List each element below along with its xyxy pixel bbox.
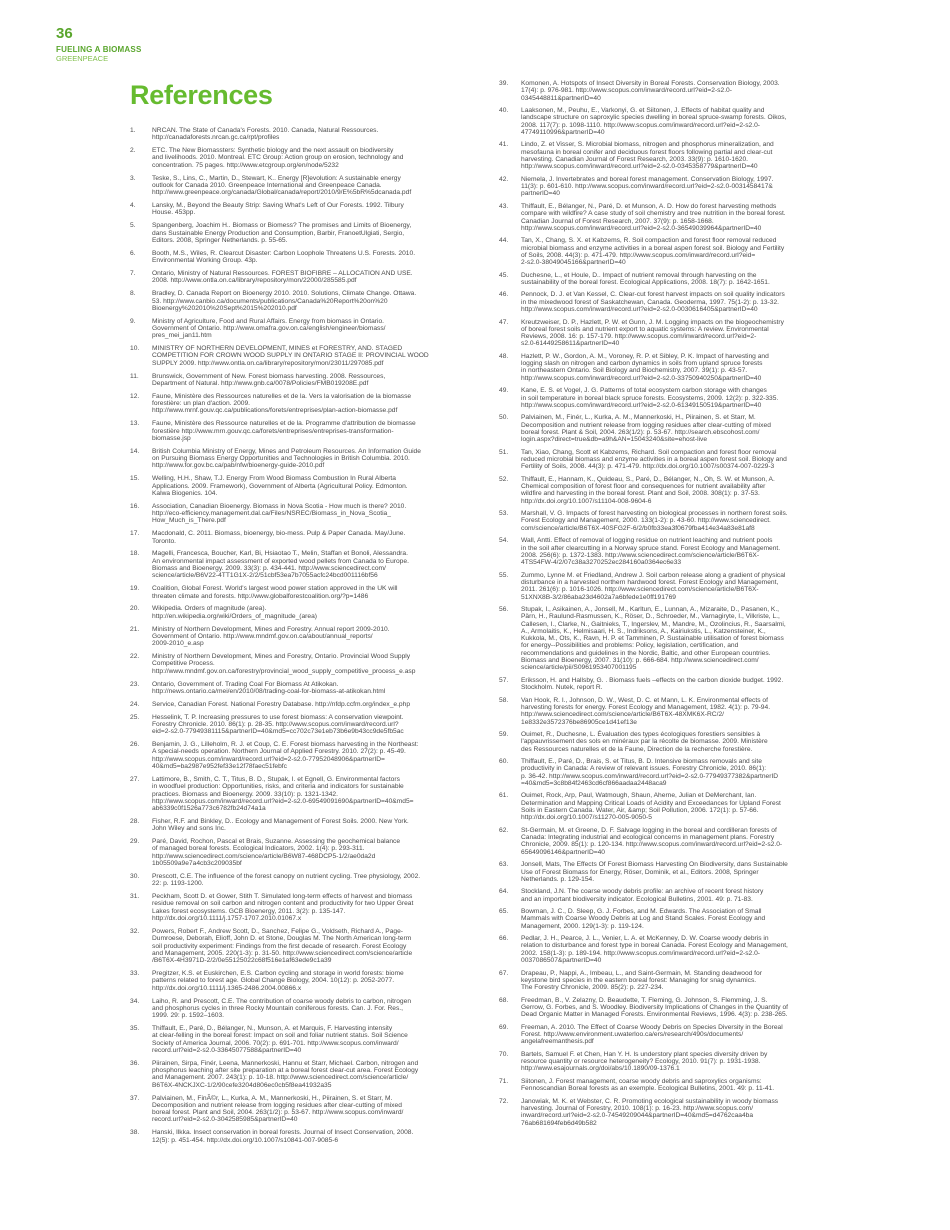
reference-text: Coalition, Global Forest. World's largest wood power station approved in the UK will threaten climate and forests. http://www.globalforestcoalition.org/?p=1486 <box>152 585 398 600</box>
reference-number: 61. <box>499 792 509 800</box>
reference-text: Kreutzweiser, D. P., Hazlett, P. W. et Gunn, J. M. Logging impacts on the biogeochemistry of boreal forest soils and nutrient export to aquatic systems: A review. Environmental Reviews, 2008. 16: p. 157-179. http://www.scopus.com/inward/record.url?eid=2- s2.0-61449258611&partnerID=40 <box>521 318 784 348</box>
reference-text: Thiffault, E., Paré, D., Bélanger, N., Munson, A. et Marquis, F. Harvesting intensity at clear-felling in the boreal forest: Impact on soil and foliar nutrient status. Soil Science Society of America Journal, 2006. 70(2): p. 691-701. http://www.scopus.com/inward/ record.url?eid=2-s2.0-33645077588&partnerID=40 <box>152 1024 408 1054</box>
reference-number: 2. <box>130 147 136 155</box>
reference-text: Spangenberg, Joachim H.. Biomass or Biomess? The promises and Limits of Bioenergy, dans Sustainable Energy Production and Consumption, Barbir, FranoetUlgiati, Sergio, Editors. 2008, Springer Netherlands. p. 55-65. <box>152 222 412 244</box>
reference-number: 31. <box>130 893 140 901</box>
reference-text: Pennock, D. J. et Van Kessel, C. Clear-cut forest harvest impacts on soil quality indicators in the mixedwood forest of Saskatchewan, Canada. Geoderma, 1997. 75(1-2): p. 13-32. http://www.scopus.com/inward/record.url?eid=2-s2.0-0030616405&partnerID=40 <box>521 291 785 314</box>
reference-text: Thiffault, E., Bélanger, N., Paré, D. et Munson, A. D. How do forest harvesting methods compare with wildfire? A case study of soil chemistry and tree nutrition in the boreal forest. Canadian Journal of Forest Research, 2007. 37(9): p. 1658-1668. http://www.scopus.com/inward/record.url?eid=2-s2.0-36549039964&partnerID=40 <box>521 202 786 232</box>
reference-item <box>130 893 486 922</box>
reference-number: 30. <box>130 872 140 880</box>
reference-number: 64. <box>499 888 509 896</box>
reference-number: 71. <box>499 1077 509 1085</box>
reference-number: 26. <box>130 741 140 749</box>
reference-text: Pregitzer, K.S. et Euskirchen, E.S. Carbon cycling and storage in world forests: biome patterns related to forest age. Global Change Biology, 2004. 10(12): p. 2052-2077. http://dx.doi.org/10.1111/j.1365-2486.2004.00866.x <box>152 970 404 992</box>
publication-title: FUELING A BIOMASS <box>56 45 142 54</box>
reference-number: 51. <box>499 448 509 456</box>
reference-item <box>499 353 879 382</box>
reference-text: Komonen, A. Hotspots of Insect Diversity in Boreal Forests. Conservation Biology, 2003. 17(4): p. 976-981. http://www.scopus.com/inward/record.url?eid=2-s2.0- 0345448811&partnerID=40 <box>521 80 780 102</box>
reference-number: 65. <box>499 908 509 916</box>
page-header <box>56 26 141 63</box>
reference-text: Bartels, Samuel F. et Chen, Han Y. H. Is understory plant species diversity driven by resource quantity or resource heterogeneity? Ecology, 2010. 91(7): p. 1931-1938. http://www.esajournals.org/doi/abs/10.1890/09-1376.1 <box>521 1050 768 1073</box>
reference-item <box>130 776 486 812</box>
reference-number: 43. <box>499 202 509 210</box>
reference-text: Service, Canadian Forest. National Forestry Database. http://nfdp.ccfm.org/index_e.php <box>152 700 411 708</box>
reference-item <box>499 176 879 198</box>
reference-text: Welling, H.H., Shaw, T.J. Energy From Wood Biomass Combustion In Rural Alberta Applications. 2009. Framework), Government of Alberta (Agricultural Policy. Edmonton. Kalwa Biogenics. 104. <box>152 475 408 497</box>
reference-item <box>499 935 879 964</box>
reference-item <box>499 510 879 532</box>
reference-item <box>499 1078 879 1093</box>
reference-number: 42. <box>499 175 509 183</box>
reference-number: 7. <box>130 270 136 278</box>
reference-item <box>130 222 486 244</box>
references-column-left <box>130 127 486 1150</box>
reference-number: 63. <box>499 861 509 869</box>
reference-number: 21. <box>130 625 140 633</box>
reference-text: Marshall, V. G. Impacts of forest harvesting on biological processes in northern forest soils. Forest Ecology and Management, 2000. 133(1-2): p. 43-60. http://www.sciencedirect. com/science/article/B6T6X-40SFG2F-6/2/b0fb33ea3f0679fba414e34a83e81af8 <box>521 510 788 532</box>
reference-number: 40. <box>499 107 509 115</box>
reference-item <box>499 141 879 170</box>
reference-item <box>130 681 486 696</box>
reference-item <box>130 1095 486 1124</box>
reference-text: Freedman, B., V. Zelazny, D. Beaudette, T. Fleming, G. Johnson, S. Flemming, J. S. Gerrow, G. Forbes, and S. Woodley. Biodiversity Implications of Changes in the Quantity of Dead Organic Matter in Managed Forests. Environmental Reviews, 1996. 4(3): p. 238-265. <box>521 996 788 1019</box>
reference-item <box>130 838 486 867</box>
reference-item <box>130 530 486 545</box>
reference-text: Bowman, J. C., D. Sleep, G. J. Forbes, and M. Edwards. The Association of Small Mammals with Coarse Woody Debris at Log and Stand Scales. Forest Ecology and Management, 2000. 129(1-3): p. 119-124. <box>521 908 766 930</box>
reference-text: Siitonen, J. Forest management, coarse woody debris and saproxylics organisms: Fennoscandian Boreal forests as an exemple. Ecological Bulletins, 2001. 49: p. 11-41. <box>521 1077 775 1093</box>
reference-text: Hanski, Ilkka. Insect conservation in boreal forests. Journal of Insect Conservation, 2008. 12(5): p. 451-454. http://dx.doi.org/10.1007/s10841-007-9085-6 <box>152 1129 414 1144</box>
reference-text: Thiffault, E., Hannam, K., Quideau, S., Paré, D., Bélanger, N., Oh, S. W. et Munson, A. Chemical composition of forest floor and consequences for nutrient availability after wildfire and harvesting in the boreal forest. Plant and Soil, 2008. 308(1): p. 37-53. http://dx.doi.org/10.1007/s11104-008-9604-6 <box>521 475 775 505</box>
reference-item <box>130 270 486 285</box>
reference-number: 45. <box>499 271 509 279</box>
reference-number: 36. <box>130 1059 140 1067</box>
reference-text: Ontario, Government of. Trading Coal For Biomass At Atikokan. http://news.ontario.ca/mei/en/2010/08/trading-coal-for-biomass-at-atikokan.html <box>152 680 386 695</box>
reference-item <box>499 677 879 692</box>
reference-text: Pedlar, J. H., Pearce, J. L., Venier, L. A. et McKenney, D. W. Coarse woody debris in relation to disturbance and forest type in boreal Canada. Forest Ecology and Management, 2002. 158(1-3): p. 189-194. http://www.scopus.com/inward/record.url?eid=2-s2.0- 0037086507&partnerID=40 <box>521 935 788 965</box>
reference-text: ETC. The New Biomassters: Synthetic biology and the next assault on biodiversity and livelihoods. 2010. Montreal. ETC Group: Action group on erosion, technology and concentration. 75 pages. http://www.etcgroup.org/en/node/5232 <box>152 147 404 169</box>
reference-item <box>499 1098 879 1127</box>
reference-text: Tan, Xiao, Chang, Scott et Kabzems, Richard. Soil compaction and forest floor removal reduced microbial biomass and enzyme activities in a boreal aspen forest soil. Biology and Fertility of Soils, 2008. 44(3): p. 471-479. http://dx.doi.org/10.1007/s00374-007-0229-3 <box>521 448 787 471</box>
reference-number: 56. <box>499 606 509 613</box>
reference-text: Brunswick, Government of New. Forest biomass harvesting. 2008. Ressources, Department of Natural. http://www.gnb.ca/0078/Policies/FMB019208E.pdf <box>152 372 386 387</box>
reference-text: Freeman, A. 2010. The Effect of Coarse Woody Debris on Species Diversity in the Boreal Forest. http://www.environment.uwaterloo.ca/ers/research/490s/documents/ angelafreemanthesis.pdf <box>521 1023 783 1046</box>
reference-number: 58. <box>499 696 509 704</box>
reference-text: Ministry of Northern Development, Mines and Forestry. Annual report 2009-2010. Government of Ontario. http://www.mndmf.gov.on.ca/about/annual_reports/ 2009-2010_e.asp <box>152 625 390 648</box>
reference-item <box>499 1024 879 1046</box>
organization-name: GREENPEACE <box>56 54 109 63</box>
reference-number: 54. <box>499 537 509 545</box>
reference-item <box>130 970 486 992</box>
reference-text: Prescott, C.E. The influence of the forest canopy on nutrient cycling. Tree physiology, 2002. 22: p. 1193-1200. <box>152 872 421 888</box>
reference-number: 20. <box>130 605 140 613</box>
reference-text: Benjamin, J. G., Lilleholm, R. J. et Coup, C. E. Forest biomass harvesting in the Northeast: A special-needs operation. Northern Journal of Applied Forestry. 2010. 27(2): p. 45-49. http://www.scopus.com/inward/record.url?eid=2-s2.0-77952048906&partnerID= 40&md5=ba2987e952fef33e12f78faec51febfc <box>152 741 419 771</box>
reference-text: Booth, M.S., Wiles, R. Clearcut Disaster: Carbon Loophole Threatens U.S. Forests. 2010. Environmental Working Group. 43p. <box>152 249 416 265</box>
reference-item <box>499 387 879 409</box>
reference-text: Association, Canadian Bioenergy. Biomass in Nova Scotia - How much is there? 2010. http://eco-efficiency.management.dal.ca/Files/NSREC/Biomass_in_Nova_Scotia_ How_Much_is_There.pdf <box>152 502 407 525</box>
reference-text: Powers, Robert F., Andrew Scott, D., Sanchez, Felipe G., Voldseth, Richard A., Page- Dumroese, Deborah, Elioff, John D. et Stone, Douglas M. The North American long-term soil productivity experiment: Findings from the first decade of research. Forest Ecology and Management, 2005. 220(1-3): p. 31-50. http://www.sciencedirect.com/science/article /B6T6X-4H3971D-2/2/0e55125022c68f516e1af63ede9c1a39 <box>152 927 413 965</box>
reference-number: 52. <box>499 475 509 483</box>
reference-number: 8. <box>130 290 136 298</box>
reference-item <box>130 373 486 388</box>
reference-text: British Columbia Ministry of Energy, Mines and Petroleum Resources. An Information Guide on Pursuing Biomass Energy Opportunities and Technologies in British Columbia. 2010. http://www.for.gov.bc.ca/pab/nfw/bioenergy-guide-2010.pdf <box>152 447 421 470</box>
reference-number: 25. <box>130 713 140 721</box>
reference-item <box>499 237 879 266</box>
reference-text: Laiho, R. and Prescott, C.E. The contribution of coarse woody debris to carbon, nitrogen and phosphorus cycles in three Rocky Mountain coniferous forests. Can. J. For. Res., 1999. 29: p. 1592–1603. <box>152 997 412 1020</box>
reference-number: 49. <box>499 387 509 395</box>
reference-item <box>130 448 486 470</box>
reference-item <box>499 272 879 287</box>
reference-item <box>499 537 879 566</box>
reference-item <box>499 1051 879 1073</box>
reference-item <box>130 175 486 197</box>
reference-item <box>499 572 879 601</box>
reference-text: Janowiak, M. K. et Webster, C. R. Promoting ecological sustainability in woody biomass harvesting. Journal of Forestry, 2010. 108(1): p. 16-23. http://www.scopus.com/ inward/record.url?eid=2-s2.0-74549209044&partnerID=40&md5=d4762caa4ba 76ab681694feb6d49b582 <box>521 1097 779 1127</box>
reference-text: St-Germain, M. et Greene, D. F. Salvage logging in the boreal and cordilleran forests of Canada: Integrating industrial and ecological concerns in management plans. Forestry Chronicle, 2009. 85(1): p. 120-134. http://www.scopus.com/inward/record.url?eid=2-s2.0- 65649096146&partnerID=40 <box>521 826 783 856</box>
reference-number: 70. <box>499 1050 509 1058</box>
reference-text: Ouimet, Rock, Arp, Paul, Watmough, Shaun, Aherne, Julian et DeMerchant, Ian. Determination and Mapping Critical Loads of Acidity and Exceedances for Upland Forest Soils in Eastern Canada. Water, Air, &amp; Soil Pollution, 2006. 172(1): p. 57-66. http://dx.doi.org/10.1007/s11270-005-9050-5 <box>521 792 781 822</box>
reference-number: 16. <box>130 502 140 510</box>
reference-number: 41. <box>499 141 509 149</box>
reference-item <box>499 827 879 856</box>
reference-item <box>130 626 486 648</box>
reference-item <box>130 928 486 964</box>
reference-item <box>130 250 486 265</box>
reference-text: Wikipedia. Orders of magnitude (area). http://en.wikipedia.org/wiki/Orders_of_magnitude_(area) <box>152 605 317 620</box>
reference-text: Zummo, Lynne M. et Friedland, Andrew J. Soil carbon release along a gradient of physical disturbance in a harvested northern hardwood forest. Forest Ecology and Management, 2011. 261(6): p. 1016-1026. http://www.sciencedirect.com/science/article/B6T6X- 51XNX8B-3/2/86aba23d4602a7a6bfede1e0ff191769 <box>521 571 786 601</box>
reference-text: Niemela, J. Invertebrates and boreal forest management. Conservation Biology, 1997. 11(3): p. 601-610. http://www.scopus.com/inward/record.url?eid=2-s2.0-0031458417& partnerID=40 <box>521 175 774 198</box>
reference-text: Ontario, Ministry of Natural Ressources. FOREST BIOFIBRE – ALLOCATION AND USE. 2008. http://www.ontla.on.ca/library/repository/mon/22000/285585.pdf <box>152 270 413 285</box>
reference-text: Lindo, Z. et Visser, S. Microbial biomass, nitrogen and phosphorus mineralization, and mesofauna in boreal conifer and deciduous forest floors following partial and clear-cut harvesting. Canadian Journal of Forest Research, 2003. 33(9): p. 1610-1620. http://www.scopus.com/inward/record.url?eid=2-s2.0-0345358779&partnerID=40 <box>521 141 774 171</box>
reference-number: 59. <box>499 731 509 739</box>
reference-number: 27. <box>130 775 140 783</box>
reference-text: Ministry of Northern Development, Mines and Forestry, Ontario. Provincial Wood Supply Competitive Process. http://www.mndmf.gov.on.ca/forestry/provincial_wood_supply_competitive_process_e.asp <box>152 653 416 675</box>
reference-item <box>499 291 879 313</box>
reference-text: Wall, Antti. Effect of removal of logging residue on nutrient leaching and nutrient pools in the soil after clearcutting in a Norway spruce stand. Forest Ecology and Management. 2008. 256(6): p. 1372-1383. http://www.sciencedirect.com/science/article/B6T6X- 4TS54FW-4/2/07c38a3270252ec284160a0364ec6e33 <box>521 537 781 567</box>
references-heading: References <box>130 80 273 110</box>
reference-text: Paré, David, Rochon, Pascal et Brais, Suzanne. Assessing the geochemical balance of managed boreal forests. Ecological Indicators, 2002. 1(4): p. 293-311. http://www.sciencedirect.com/science/article/B6W87-468DCP5-1/2/ae0da2d 1b05509a9e7a4cb3c209035bf <box>152 838 401 868</box>
reference-text: Palviainen, M., FinÃ©r, L., Kurka, A. M., Mannerkoski, H., Piirainen, S. et Starr, M. Decomposition and nutrient release from logging residues after clear-cutting of mixed boreal forest. Plant and Soil, 2004. 263(1/2): p. 53-67. http://www.scopus.com/inward/ record.url?eid=2-s2.0-3042585985&partnerID=40 <box>152 1094 404 1124</box>
reference-number: 72. <box>499 1097 509 1105</box>
reference-number: 69. <box>499 1023 509 1031</box>
reference-item <box>130 1129 486 1144</box>
reference-item <box>499 414 879 443</box>
reference-text: Laaksonen, M., Peuhu, E., Varkonyi, G. et Siitonen, J. Effects of habitat quality and landscape structure on saproxylic species dwelling in boreal spruce-swamp forests. Oikos, 2008. 117(7): p. 1098-1110. http://www.scopus.com/inward/record.url?eid=2-s2.0- 47749110996&partnerID=40 <box>521 107 787 136</box>
reference-number: 67. <box>499 969 509 977</box>
reference-item <box>499 476 879 505</box>
reference-item <box>130 1025 486 1054</box>
reference-text: Stupak, I., Asikainen, A., Jonsell, M., Karltun, E., Lunnan, A., Mizaraite, D., Pasanen, K., Pärn, H., Raulund-Rasmussen, K., Röser, D., Schroeder, M., Varnagiryte, I., Vilkriste, L., Callesen, I., Clarke, N., Gaitnieks, T., Ingerslev, M., Mandre, M., Ozolincius, R., Saarsalmi, A., Armolaitis, K., Helmisaari, H. S., Indriksons, A., Kairiukstis, L., Katzensteiner, K., Kukkola, M., Ots, K., Ravn, H. P. et Tamminen, P. Sustainable utilisation of forest biomass for energy--Possibilities and problems: Policy, legislation, certification, and recommendations and guidelines in the Nordic, Baltic, and other European countries. Biomass and Bioenergy, 2007. 31(10): p. 666-684. http://www.sciencedirect.com/ science/article/pii/S0961953407001195 <box>521 606 786 672</box>
reference-item <box>130 873 486 888</box>
reference-number: 44. <box>499 237 509 245</box>
reference-number: 68. <box>499 996 509 1004</box>
reference-item <box>130 147 486 169</box>
reference-number: 47. <box>499 318 509 326</box>
reference-text: Lattimore, B., Smith, C. T., Titus, B. D., Stupak, I. et Egnell, G. Environmental factors in woodfuel production: Opportunities, risks, and criteria and indicators for sustainable practices. Biomass and Bioenergy. 2009. 33(10): p. 1321-1342. http://www.scopus.com/inward/record.url?eid=2-s2.0-69549091690&partnerID=40&md5= ab6339c0f1526a773c6782fb24d74a1a <box>152 775 414 813</box>
reference-number: 35. <box>130 1024 140 1032</box>
reference-number: 17. <box>130 530 140 538</box>
reference-text: Tan, X., Chang, S. X. et Kabzems, R. Soil compaction and forest floor removal reduced microbial biomass and enzyme activities in a boreal aspen forest soil. Biology and Fertility of Soils, 2008. 44(3): p. 471-479. http://www.scopus.com/inward/record.url?eid= 2-s2.0-38049045166&partnerID=40 <box>521 237 785 267</box>
reference-text: Faune, Ministère des Ressource naturelles et de la. Programme d'attribution de biomasse forestière http://www.mrn.gouv.qc.ca/forets/entreprises/entreprises-transformation- biomasse.jsp <box>152 420 416 442</box>
reference-text: Duchesne, L., et Houle, D.. Impact of nutrient removal through harvesting on the sustainability of the boreal forest. Ecological Applications, 2008. 18(7): p. 1642-1651. <box>521 271 770 286</box>
reference-number: 39. <box>499 80 509 87</box>
reference-item <box>130 475 486 497</box>
reference-item <box>130 318 486 340</box>
reference-item <box>499 80 879 102</box>
reference-number: 29. <box>130 838 140 846</box>
reference-number: 9. <box>130 317 136 325</box>
reference-text: Fisher, R.F. and Binkley, D.. Ecology and Management of Forest Soils. 2000. New York. John Wiley and sons Inc. <box>152 818 409 833</box>
reference-item <box>130 127 486 142</box>
reference-number: 11. <box>130 372 139 380</box>
reference-item <box>499 319 879 348</box>
reference-item <box>130 503 486 525</box>
reference-number: 23. <box>130 680 140 688</box>
reference-number: 62. <box>499 826 509 834</box>
reference-item <box>499 970 879 992</box>
reference-number: 37. <box>130 1094 140 1102</box>
reference-number: 60. <box>499 758 509 766</box>
reference-number: 3. <box>130 174 136 182</box>
reference-text: Van Hook, R. I., Johnson, D. W., West, D. C. et Mann, L. K. Environmental effects of harvesting forests for energy. Forest Ecology and Management, 1982. 4(1): p. 79-94. http://www.sciencedirect.com/science/article/B6T6X-48XMK6X-RC/2/ 1e8332e3572376be86905ce1d41ef13e <box>521 696 771 726</box>
reference-text: NRCAN. The State of Canada's Forests. 2010. Canada, Natural Ressources. http://canadaforests.nrcan.gc.ca/rpt/profiles <box>152 127 379 142</box>
reference-item <box>499 449 879 471</box>
reference-text: Lansky, M., Beyond the Beauty Strip: Saving What's Left of Our Forests. 1992. Tilbury House. 453pp. <box>152 202 404 217</box>
reference-text: Ministry of Agriculture, Food and Rural Affairs. Energy from biomass in Ontario. Government of Ontario. http://www.omafra.gov.on.ca/english/engineer/biomass/ pres_mei_jan11.htm <box>152 317 386 340</box>
reference-text: Teske, S., Lins, C., Martin, D., Stewart, K.. Energy [R]evolution: A sustainable energy outlook for Canada 2010. Greenpeace International and Greenpeace Canada. http://www.greenpeace.org/canada/Global/canada/report/2010/9/E%5bR%5dcanada.pdf <box>152 174 412 197</box>
reference-item <box>130 714 486 736</box>
reference-item <box>130 290 486 312</box>
reference-number: 19. <box>130 585 140 593</box>
reference-item <box>499 203 879 232</box>
reference-item <box>499 792 879 821</box>
reference-number: 10. <box>130 345 140 353</box>
reference-number: 1. <box>130 127 136 134</box>
reference-text: Hesselink, T. P. Increasing pressures to use forest biomass: A conservation viewpoint. Forestry Chronicle. 2010. 86(1): p. 28-35. http://www.scopus.com/inward/record.url? eid=2-s2.0-77949381115&partnerID=40&md5=cc702c73e1eb73b6e9b43cc9de5fb5ac <box>152 713 404 736</box>
reference-text: Thiffault, E., Paré, D., Brais, S. et Titus, B. D. Intensive biomass removals and site productivity in Canada: A review of relevant issues. Forestry Chronicle, 2010. 86(1): p. 36-42. http://www.scopus.com/inward/record.url?eid=2-s2.0-77949377382&partnerID =40&md5=3c8b84f2463cd6cf866aadaa2448aca9 <box>521 758 779 787</box>
reference-item <box>499 697 879 726</box>
reference-number: 13. <box>130 420 140 428</box>
reference-text: Kane, E. S. et Vogel, J. G. Patterns of total ecosystem carbon storage with changes in soil temperature in boreal black spruce forests. Ecosystems, 2009. 12(2): p. 322-335. http://www.scopus.com/inward/record.url?eid=2-s2.0-61349150519&partnerID=40 <box>521 387 779 409</box>
reference-number: 24. <box>130 700 140 708</box>
reference-item <box>130 345 486 367</box>
reference-item <box>130 605 486 620</box>
reference-number: 53. <box>499 510 509 518</box>
reference-text: Jonsell, Mats, The Effects Of Forest Biomass Harvesting On Biodiversity, dans Sustainable Use of Forest Biomass for Energy, Röser, Dominik, et al., Editors. 2008, Springer Netherlands. p. 129-154. <box>521 861 788 883</box>
reference-item <box>499 731 879 753</box>
reference-number: 34. <box>130 997 140 1005</box>
reference-item <box>130 998 486 1020</box>
reference-text: Eriksson, H. and Hallsby, G. . Biomass fuels –effects on the carbon dioxide budget. 1992. Stockholm. Nutek, report R. <box>521 676 784 692</box>
reference-number: 5. <box>130 222 136 230</box>
reference-text: Macdonald, C. 2011. Biomass, bioenergy, bio-mess. Pulp & Paper Canada. May/June. Toronto. <box>152 530 406 545</box>
reference-item <box>130 653 486 675</box>
reference-number: 55. <box>499 571 509 579</box>
reference-number: 28. <box>130 818 140 825</box>
reference-number: 32. <box>130 927 140 935</box>
reference-number: 14. <box>130 447 140 455</box>
reference-text: Faune, Ministère des Ressources naturelles et de la. Vers la valorisation de la biomasse forestière: un plan d'action. 2009. http://www.mrnf.gouv.qc.ca/publications/forets/entreprises/plan-action-biomasse.pdf <box>152 392 412 415</box>
reference-text: MINISTRY OF NORTHERN DEVELOPMENT, MINES et FORESTRY, AND. STAGED COMPETITION FOR CROWN WOOD SUPPLY IN ONTARIO STAGE II: PROVINCIAL WOOD SUPPLY 2009. http://www.ontla.on.ca/library/repository/mon/23011/297085.pdf <box>152 345 429 367</box>
reference-text: Drapeau, P., Nappi, A., Imbeau, L., and Saint-Germain, M. Standing deadwood for keystone bird species in the eastern boreal forest: Managing for snag dynamics. The Forestry Chronicle, 2009. 85(2): p. 227-234. <box>521 969 762 992</box>
reference-text: Piirainen, Sirpa, Finér, Leena, Mannerkoski, Hannu et Starr, Michael. Carbon, nitrogen and phosphorus leaching after site preparation at a boreal forest clear-cut area. Forest Ecology and Management. 2007. 243(1): p. 10-18. http://www.sciencedirect.com/science/article/ B6T6X-4NCKJXC-1/2/90cefe3204d806ec0cb5f8ea41932a35 <box>152 1059 419 1089</box>
reference-text: Peckham, Scott D. et Gower, Stith T. Simulated long-term effects of harvest and biomass residue removal on soil carbon and nitrogen content and productivity for two Upper Great Lakes forest ecosystems. GCB Bioenergy, 2011. 3(2): p. 135-147. http://dx.doi.org/10.1111/j.1757-1707.2010.01067.x <box>152 893 414 923</box>
reference-number: 46. <box>499 291 509 299</box>
reference-text: Palviainen, M., Finér, L., Kurka, A. M., Mannerkoski, H., Piirainen, S. et Starr, M. Decomposition and nutrient release from logging residues after clear-cutting of mixed boreal forest. Plant & Soil, 2004. 263(1/2): p. 53-67. http://search.ebscohost.com/ login.aspx?direct=true&db=a9h&AN=15043240&site=ehost-live <box>521 414 771 444</box>
reference-text: Ouimet, R., Duchesne, L. Évaluation des types écologiques forestiers sensibles à l'appauvrissement des sols en minéraux par la récolte de biomasse. 2009. Ministère des Ressources naturelles et de la Faune, Direction de la recherche forestière. <box>521 731 768 753</box>
reference-text: Bradley, D. Canada Report on Bioenergy 2010. 2010. Solutions, Climate Change. Ottawa. 53. http://www.canbio.ca/documents/publications/Canada%20Report%20on%20 Bioenergy%202010%20Sept%2015%202010.pdf <box>152 290 417 312</box>
reference-item <box>130 420 486 442</box>
reference-item <box>130 393 486 415</box>
reference-number: 33. <box>130 970 140 978</box>
reference-item <box>130 818 486 833</box>
reference-number: 18. <box>130 550 140 558</box>
reference-text: Hazlett, P. W., Gordon, A. M., Voroney, R. P. et Sibley, P. K. Impact of harvesting and logging slash on nitrogen and carbon dynamics in soils from upland spruce forests in northeastern Ontario. Soil Biology and Biochemistry, 2007. 39(1): p. 43-57. http://www.scopus.com/inward/record.url?eid=2-s2.0-33750940250&partnerID=40 <box>521 352 769 382</box>
reference-item <box>499 997 879 1019</box>
reference-item <box>130 1060 486 1089</box>
reference-text: Magelli, Francesca, Boucher, Karl, Bi, Hsiaotao T., Melin, Staffan et Bonoli, Alessandra. An environmental impact assessment of exported wood pellets from Canada to Europe. Biomass and Bioenergy. 2009. 33(3): p. 434-441. http://www.sciencedirect.com/ science/article/B6V22-4TT1G1X-2/2/51cbf53ea7b7055acfc24bcd001116bf56 <box>152 550 409 580</box>
reference-number: 48. <box>499 352 509 360</box>
reference-number: 6. <box>130 249 136 257</box>
reference-text: Stockland, J.N. The coarse woody debris profile: an archive of recent forest history and an important biodiversity indicator. Ecological Bulletins, 2001. 49: p. 71-83. <box>521 888 764 903</box>
reference-item <box>499 908 879 930</box>
reference-item <box>499 888 879 903</box>
reference-number: 66. <box>499 935 509 943</box>
page-number: 36 <box>56 25 73 42</box>
reference-item <box>130 585 486 600</box>
reference-number: 15. <box>130 475 140 483</box>
reference-number: 57. <box>499 676 509 684</box>
reference-item <box>130 701 486 708</box>
reference-number: 12. <box>130 392 140 400</box>
reference-item <box>130 202 486 217</box>
reference-item <box>130 550 486 579</box>
reference-number: 4. <box>130 202 136 210</box>
reference-item <box>499 861 879 883</box>
reference-item <box>130 741 486 770</box>
reference-item <box>499 606 879 672</box>
references-column-right <box>499 80 879 1132</box>
reference-item <box>499 107 879 136</box>
reference-item <box>499 758 879 787</box>
reference-number: 22. <box>130 653 140 661</box>
reference-number: 50. <box>499 414 509 422</box>
reference-number: 38. <box>130 1129 140 1137</box>
